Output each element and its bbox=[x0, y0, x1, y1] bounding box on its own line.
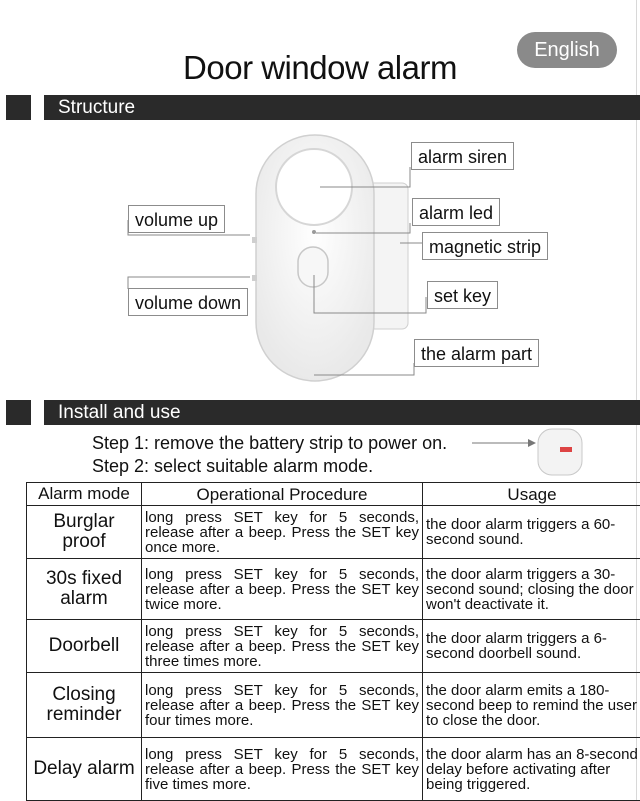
install-heading: Install and use bbox=[44, 400, 640, 425]
usage-cell: the door alarm triggers a 6-second doorbell sound. bbox=[423, 620, 640, 673]
procedure-cell: long press SET key for 5 seconds, release after a beep. Press the SET key three times more. bbox=[142, 620, 423, 673]
set-key-shape bbox=[298, 247, 328, 287]
table-row bbox=[27, 559, 640, 620]
procedure-cell: long press SET key for 5 seconds, release after a beep. Press the SET key four times more. bbox=[142, 673, 423, 738]
led-dot bbox=[312, 230, 316, 234]
step-2-text: Step 2: select suitable alarm mode. bbox=[92, 456, 374, 476]
usage-cell: the door alarm triggers a 30-second sound; closing the door won't deactivate it. bbox=[423, 559, 640, 620]
label-magnetic-strip: magnetic strip bbox=[422, 232, 548, 260]
mode-cell: Closing reminder bbox=[27, 673, 142, 738]
usage-cell: the door alarm has an 8-second delay before activating after being triggered. bbox=[423, 738, 640, 801]
usage-cell: the door alarm triggers a 60-second sound. bbox=[423, 506, 640, 559]
table-row bbox=[27, 506, 640, 559]
mode-cell: Doorbell bbox=[27, 620, 142, 673]
section-marker bbox=[6, 95, 31, 120]
label-alarm-siren: alarm siren bbox=[411, 142, 514, 170]
header-procedure: Operational Procedure bbox=[142, 483, 423, 506]
table-row bbox=[27, 673, 640, 738]
page-title: Door window alarm bbox=[183, 49, 457, 86]
step-1-text: Step 1: remove the battery strip to power on. bbox=[92, 433, 448, 453]
header-usage: Usage bbox=[423, 483, 640, 506]
section-marker bbox=[6, 400, 31, 425]
label-alarm-led: alarm led bbox=[412, 198, 500, 226]
usage-cell: the door alarm emits a 180-second beep to remind the user to close the door. bbox=[423, 673, 640, 738]
procedure-cell: long press SET key for 5 seconds, release after a beep. Press the SET key once more. bbox=[142, 506, 423, 559]
label-volume-down: volume down bbox=[128, 288, 248, 316]
procedure-cell: long press SET key for 5 seconds, release after a beep. Press the SET key twice more. bbox=[142, 559, 423, 620]
alarm-mode-table bbox=[26, 482, 640, 801]
label-alarm-part: the alarm part bbox=[414, 339, 539, 367]
label-volume-up: volume up bbox=[128, 205, 225, 233]
structure-heading: Structure bbox=[44, 95, 640, 120]
header-alarm-mode: Alarm mode bbox=[27, 483, 142, 506]
label-set-key: set key bbox=[427, 281, 498, 309]
table-row bbox=[27, 620, 640, 673]
procedure-cell: long press SET key for 5 seconds, release after a beep. Press the SET key five times more. bbox=[142, 738, 423, 801]
mode-cell: Burglar proof bbox=[27, 506, 142, 559]
table-header-row bbox=[27, 483, 640, 506]
language-badge[interactable]: English bbox=[517, 32, 617, 68]
mode-cell: Delay alarm bbox=[27, 738, 142, 801]
table-row bbox=[27, 738, 640, 801]
battery-strip-illustration bbox=[470, 425, 590, 480]
device-diagram bbox=[0, 125, 640, 395]
mode-cell: 30s fixed alarm bbox=[27, 559, 142, 620]
